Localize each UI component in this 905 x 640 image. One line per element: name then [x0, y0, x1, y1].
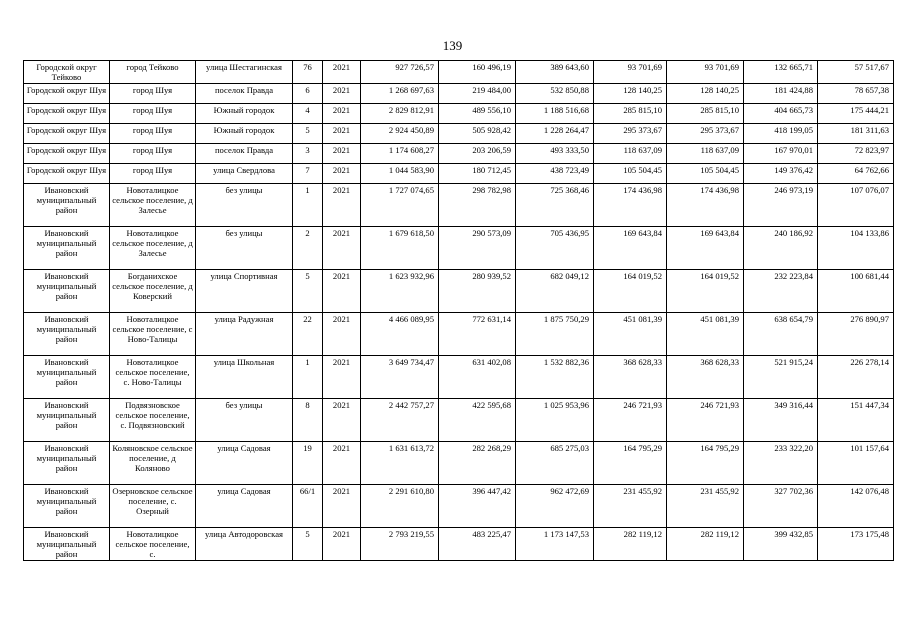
total-cost-cell: 1 174 608,27 [361, 144, 439, 164]
cost-cell-4: 118 637,09 [667, 144, 744, 164]
cost-cell-5: 521 915,24 [744, 356, 818, 399]
cost-cell-5: 233 322,20 [744, 442, 818, 485]
municipality-cell: Ивановский муниципальный район [24, 485, 110, 528]
cost-cell-4: 285 815,10 [667, 104, 744, 124]
cost-cell-1: 298 782,98 [439, 184, 516, 227]
cost-cell-3: 451 081,39 [594, 313, 667, 356]
cost-cell-3: 295 373,67 [594, 124, 667, 144]
year-cell: 2021 [323, 485, 361, 528]
cost-cell-4: 451 081,39 [667, 313, 744, 356]
cost-cell-6: 57 517,67 [818, 61, 894, 84]
cost-cell-5: 638 654,79 [744, 313, 818, 356]
year-cell: 2021 [323, 227, 361, 270]
settlement-cell: Озерновское сельское поселение, с. Озерный [110, 485, 196, 528]
cost-cell-3: 105 504,45 [594, 164, 667, 184]
cost-cell-2: 1 875 750,29 [516, 313, 594, 356]
house-number-cell: 7 [293, 164, 323, 184]
cost-cell-4: 231 455,92 [667, 485, 744, 528]
cost-cell-5: 149 376,42 [744, 164, 818, 184]
municipality-cell: Городской округ Тейково [24, 61, 110, 84]
house-number-cell: 76 [293, 61, 323, 84]
settlement-cell: Подвязновское сельское поселение, с. Подвязновский [110, 399, 196, 442]
cost-cell-4: 368 628,33 [667, 356, 744, 399]
municipality-cell: Ивановский муниципальный район [24, 528, 110, 561]
table-row [24, 124, 894, 144]
cost-cell-3: 285 815,10 [594, 104, 667, 124]
cost-cell-5: 404 665,73 [744, 104, 818, 124]
cost-cell-6: 78 657,38 [818, 84, 894, 104]
housing-registry-table [23, 60, 894, 561]
municipality-cell: Ивановский муниципальный район [24, 184, 110, 227]
street-cell: без улицы [196, 184, 293, 227]
street-cell: улица Радужная [196, 313, 293, 356]
cost-cell-1: 219 484,00 [439, 84, 516, 104]
cost-cell-3: 128 140,25 [594, 84, 667, 104]
municipality-cell: Городской округ Шуя [24, 124, 110, 144]
cost-cell-2: 1 188 516,68 [516, 104, 594, 124]
cost-cell-1: 631 402,08 [439, 356, 516, 399]
house-number-cell: 2 [293, 227, 323, 270]
cost-cell-6: 142 076,48 [818, 485, 894, 528]
cost-cell-1: 290 573,09 [439, 227, 516, 270]
cost-cell-6: 173 175,48 [818, 528, 894, 561]
year-cell: 2021 [323, 104, 361, 124]
street-cell: Южный городок [196, 124, 293, 144]
cost-cell-6: 226 278,14 [818, 356, 894, 399]
year-cell: 2021 [323, 164, 361, 184]
house-number-cell: 8 [293, 399, 323, 442]
cost-cell-6: 276 890,97 [818, 313, 894, 356]
street-cell: Южный городок [196, 104, 293, 124]
cost-cell-1: 180 712,45 [439, 164, 516, 184]
settlement-cell: Богданихское сельское поселение, д Коверский [110, 270, 196, 313]
table-row [24, 270, 894, 313]
cost-cell-6: 104 133,86 [818, 227, 894, 270]
cost-cell-2: 705 436,95 [516, 227, 594, 270]
house-number-cell: 5 [293, 124, 323, 144]
municipality-cell: Ивановский муниципальный район [24, 399, 110, 442]
cost-cell-1: 489 556,10 [439, 104, 516, 124]
cost-cell-2: 532 850,88 [516, 84, 594, 104]
cost-cell-2: 1 228 264,47 [516, 124, 594, 144]
cost-cell-4: 169 643,84 [667, 227, 744, 270]
cost-cell-2: 438 723,49 [516, 164, 594, 184]
year-cell: 2021 [323, 270, 361, 313]
cost-cell-3: 282 119,12 [594, 528, 667, 561]
total-cost-cell: 1 268 697,63 [361, 84, 439, 104]
municipality-cell: Ивановский муниципальный район [24, 313, 110, 356]
settlement-cell: город Тейково [110, 61, 196, 84]
year-cell: 2021 [323, 144, 361, 164]
table-row [24, 84, 894, 104]
cost-cell-5: 167 970,01 [744, 144, 818, 164]
cost-cell-6: 100 681,44 [818, 270, 894, 313]
cost-cell-4: 105 504,45 [667, 164, 744, 184]
cost-cell-2: 682 049,12 [516, 270, 594, 313]
street-cell: улица Шестагинская [196, 61, 293, 84]
cost-cell-1: 160 496,19 [439, 61, 516, 84]
cost-cell-1: 505 928,42 [439, 124, 516, 144]
total-cost-cell: 1 623 932,96 [361, 270, 439, 313]
total-cost-cell: 4 466 089,95 [361, 313, 439, 356]
cost-cell-4: 164 795,29 [667, 442, 744, 485]
settlement-cell: город Шуя [110, 144, 196, 164]
street-cell: поселок Правда [196, 144, 293, 164]
cost-cell-4: 128 140,25 [667, 84, 744, 104]
cost-cell-5: 418 199,05 [744, 124, 818, 144]
settlement-cell: город Шуя [110, 104, 196, 124]
year-cell: 2021 [323, 356, 361, 399]
house-number-cell: 5 [293, 270, 323, 313]
table-row [24, 164, 894, 184]
house-number-cell: 66/1 [293, 485, 323, 528]
total-cost-cell: 927 726,57 [361, 61, 439, 84]
total-cost-cell: 2 442 757,27 [361, 399, 439, 442]
municipality-cell: Ивановский муниципальный район [24, 227, 110, 270]
street-cell: улица Автодоровская [196, 528, 293, 561]
cost-cell-3: 93 701,69 [594, 61, 667, 84]
street-cell: улица Садовая [196, 485, 293, 528]
table-row [24, 528, 894, 561]
year-cell: 2021 [323, 184, 361, 227]
cost-cell-1: 422 595,68 [439, 399, 516, 442]
cost-cell-4: 295 373,67 [667, 124, 744, 144]
year-cell: 2021 [323, 442, 361, 485]
total-cost-cell: 1 679 618,50 [361, 227, 439, 270]
year-cell: 2021 [323, 84, 361, 104]
municipality-cell: Городской округ Шуя [24, 104, 110, 124]
settlement-cell: Новоталицкое сельское поселение, с. [110, 528, 196, 561]
table-row [24, 104, 894, 124]
house-number-cell: 19 [293, 442, 323, 485]
cost-cell-1: 772 631,14 [439, 313, 516, 356]
cost-cell-3: 231 455,92 [594, 485, 667, 528]
cost-cell-5: 327 702,36 [744, 485, 818, 528]
house-number-cell: 22 [293, 313, 323, 356]
settlement-cell: Коляновское сельское поселение, д Коляново [110, 442, 196, 485]
cost-cell-4: 174 436,98 [667, 184, 744, 227]
cost-cell-2: 389 643,60 [516, 61, 594, 84]
total-cost-cell: 3 649 734,47 [361, 356, 439, 399]
municipality-cell: Городской округ Шуя [24, 164, 110, 184]
cost-cell-6: 64 762,66 [818, 164, 894, 184]
cost-cell-1: 282 268,29 [439, 442, 516, 485]
cost-cell-3: 174 436,98 [594, 184, 667, 227]
cost-cell-4: 164 019,52 [667, 270, 744, 313]
municipality-cell: Городской округ Шуя [24, 84, 110, 104]
total-cost-cell: 2 793 219,55 [361, 528, 439, 561]
cost-cell-4: 282 119,12 [667, 528, 744, 561]
cost-cell-1: 280 939,52 [439, 270, 516, 313]
total-cost-cell: 1 044 583,90 [361, 164, 439, 184]
house-number-cell: 1 [293, 184, 323, 227]
cost-cell-1: 483 225,47 [439, 528, 516, 561]
year-cell: 2021 [323, 61, 361, 84]
house-number-cell: 3 [293, 144, 323, 164]
total-cost-cell: 1 631 613,72 [361, 442, 439, 485]
cost-cell-6: 101 157,64 [818, 442, 894, 485]
settlement-cell: Новоталицкое сельское поселение, д Залесье [110, 227, 196, 270]
year-cell: 2021 [323, 124, 361, 144]
table-row [24, 485, 894, 528]
cost-cell-5: 246 973,19 [744, 184, 818, 227]
street-cell: поселок Правда [196, 84, 293, 104]
settlement-cell: Новоталицкое сельское поселение, с Ново-Талицы [110, 313, 196, 356]
house-number-cell: 6 [293, 84, 323, 104]
year-cell: 2021 [323, 528, 361, 561]
cost-cell-3: 169 643,84 [594, 227, 667, 270]
cost-cell-4: 93 701,69 [667, 61, 744, 84]
table-row [24, 184, 894, 227]
municipality-cell: Ивановский муниципальный район [24, 442, 110, 485]
cost-cell-6: 175 444,21 [818, 104, 894, 124]
settlement-cell: Новоталицкое сельское поселение, д Залесье [110, 184, 196, 227]
page-number: 139 [442, 38, 463, 53]
year-cell: 2021 [323, 313, 361, 356]
cost-cell-5: 132 665,71 [744, 61, 818, 84]
cost-cell-2: 725 368,46 [516, 184, 594, 227]
year-cell: 2021 [323, 399, 361, 442]
settlement-cell: город Шуя [110, 124, 196, 144]
street-cell: улица Садовая [196, 442, 293, 485]
municipality-cell: Городской округ Шуя [24, 144, 110, 164]
house-number-cell: 4 [293, 104, 323, 124]
house-number-cell: 5 [293, 528, 323, 561]
cost-cell-2: 1 173 147,53 [516, 528, 594, 561]
total-cost-cell: 1 727 074,65 [361, 184, 439, 227]
cost-cell-2: 962 472,69 [516, 485, 594, 528]
table-row [24, 442, 894, 485]
cost-cell-3: 164 795,29 [594, 442, 667, 485]
street-cell: улица Школьная [196, 356, 293, 399]
cost-cell-1: 203 206,59 [439, 144, 516, 164]
house-number-cell: 1 [293, 356, 323, 399]
cost-cell-5: 349 316,44 [744, 399, 818, 442]
street-cell: без улицы [196, 227, 293, 270]
total-cost-cell: 2 291 610,80 [361, 485, 439, 528]
cost-cell-6: 181 311,63 [818, 124, 894, 144]
cost-cell-3: 118 637,09 [594, 144, 667, 164]
cost-cell-5: 232 223,84 [744, 270, 818, 313]
cost-cell-1: 396 447,42 [439, 485, 516, 528]
street-cell: без улицы [196, 399, 293, 442]
settlement-cell: город Шуя [110, 164, 196, 184]
table-row [24, 356, 894, 399]
settlement-cell: город Шуя [110, 84, 196, 104]
street-cell: улица Спортивная [196, 270, 293, 313]
cost-cell-3: 368 628,33 [594, 356, 667, 399]
total-cost-cell: 2 924 450,89 [361, 124, 439, 144]
cost-cell-5: 399 432,85 [744, 528, 818, 561]
cost-cell-3: 246 721,93 [594, 399, 667, 442]
municipality-cell: Ивановский муниципальный район [24, 356, 110, 399]
cost-cell-4: 246 721,93 [667, 399, 744, 442]
cost-cell-6: 72 823,97 [818, 144, 894, 164]
cost-cell-2: 685 275,03 [516, 442, 594, 485]
table-row [24, 144, 894, 164]
street-cell: улица Свердлова [196, 164, 293, 184]
cost-cell-2: 1 532 882,36 [516, 356, 594, 399]
table-row [24, 399, 894, 442]
table-row [24, 313, 894, 356]
cost-cell-5: 240 186,92 [744, 227, 818, 270]
settlement-cell: Новоталицкое сельское поселение, с. Ново-Талицы [110, 356, 196, 399]
cost-cell-6: 151 447,34 [818, 399, 894, 442]
cost-cell-2: 493 333,50 [516, 144, 594, 164]
table-row [24, 61, 894, 84]
municipality-cell: Ивановский муниципальный район [24, 270, 110, 313]
cost-cell-6: 107 076,07 [818, 184, 894, 227]
cost-cell-3: 164 019,52 [594, 270, 667, 313]
cost-cell-2: 1 025 953,96 [516, 399, 594, 442]
total-cost-cell: 2 829 812,91 [361, 104, 439, 124]
cost-cell-5: 181 424,88 [744, 84, 818, 104]
table-row [24, 227, 894, 270]
